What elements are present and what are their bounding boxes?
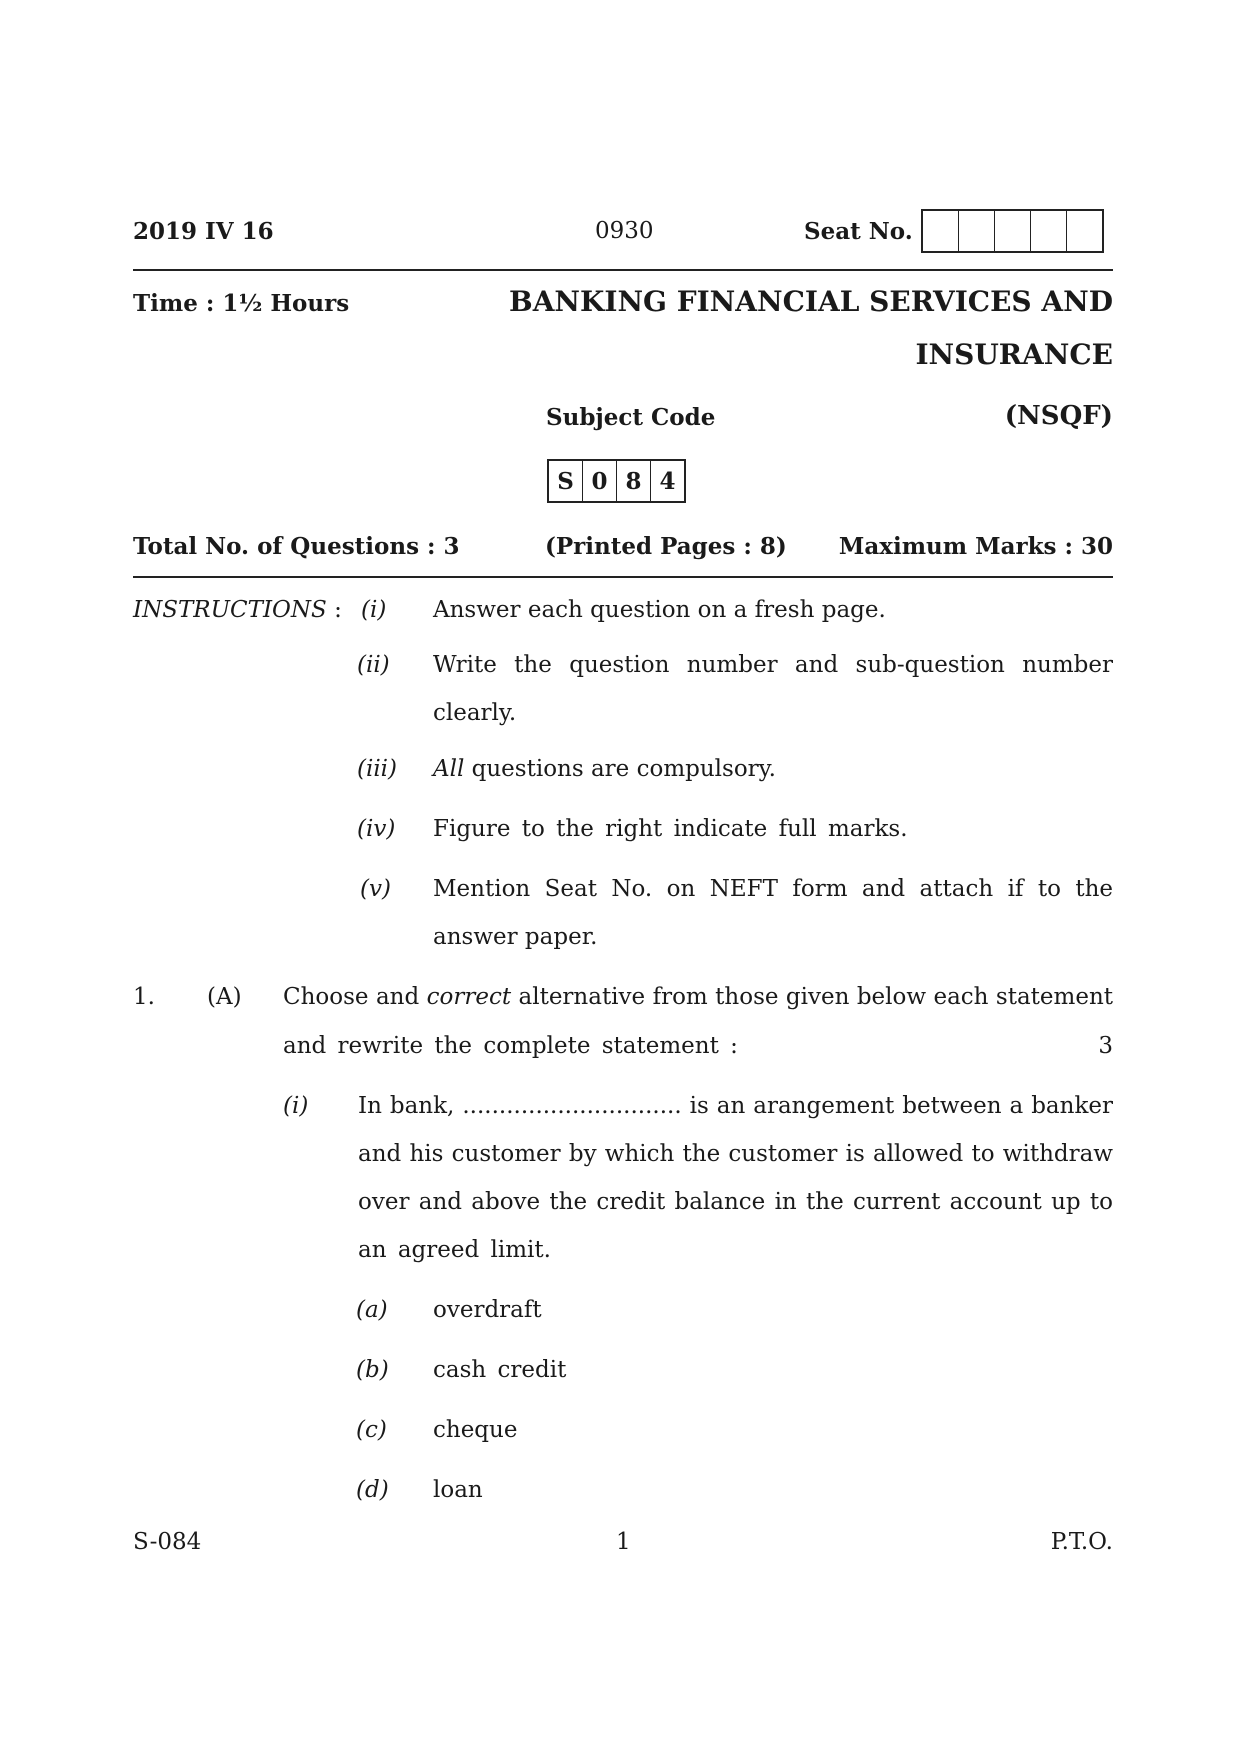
subject-code-label: Subject Code <box>546 404 716 431</box>
footer-code: S-084 <box>133 1529 202 1555</box>
option-text: cheque <box>433 1417 518 1443</box>
instruction-text: Answer each question on a fresh page. <box>433 597 886 623</box>
seat-box[interactable] <box>1066 211 1102 251</box>
option-text: loan <box>433 1477 483 1503</box>
subject-title-line1: BANKING FINANCIAL SERVICES AND <box>509 285 1113 318</box>
maximum-marks: Maximum Marks : 30 <box>838 533 1113 560</box>
nsqf-label: (NSQF) <box>1004 401 1113 431</box>
seat-box[interactable] <box>994 211 1030 251</box>
seat-box[interactable] <box>958 211 994 251</box>
option-label: (b) <box>356 1357 389 1383</box>
option-label: (c) <box>356 1417 387 1443</box>
instruction-number: (iii) <box>357 756 398 782</box>
page-number: 1 <box>616 1529 631 1555</box>
exam-code: 2019 IV 16 <box>133 218 274 245</box>
instruction-text: Figure to the right indicate full marks. <box>433 816 908 842</box>
header-rule-bottom <box>133 576 1113 578</box>
subject-code-boxes <box>547 459 686 503</box>
seat-box[interactable] <box>923 211 958 251</box>
instruction-number: (iv) <box>357 816 396 842</box>
subject-code-char: 8 <box>616 461 650 501</box>
subject-title-line2: INSURANCE <box>915 338 1113 371</box>
subject-code-char: 0 <box>582 461 616 501</box>
question-marks: 3 <box>1098 1033 1113 1059</box>
question-text: and rewrite the complete statement : <box>283 1033 738 1059</box>
instruction-text: Mention Seat No. on NEFT form and attach if to the <box>433 876 1113 902</box>
printed-pages: (Printed Pages : 8) <box>545 533 787 560</box>
instruction-text: Write the question number and sub-question number <box>433 652 1113 678</box>
option-label: (d) <box>356 1477 389 1503</box>
instruction-text: answer paper. <box>433 924 598 950</box>
subject-code-char: 4 <box>650 461 684 501</box>
paper-code: 0930 <box>595 218 654 244</box>
sub-question-text: and his customer by which the customer is allowed to withdraw <box>358 1141 1113 1167</box>
sub-question-text: an agreed limit. <box>358 1237 551 1263</box>
option-text: cash credit <box>433 1357 567 1383</box>
instruction-number: (i) <box>361 597 387 623</box>
please-turn-over: P.T.O. <box>1050 1529 1113 1555</box>
sub-question-text: over and above the credit balance in the current account up to <box>358 1189 1113 1215</box>
sub-question-text: In bank, .............................. is an arangement between a banker <box>358 1093 1113 1119</box>
header-rule-top <box>133 269 1113 271</box>
seat-number-boxes[interactable] <box>921 209 1104 253</box>
exam-time: Time : 1½ Hours <box>133 290 350 317</box>
instruction-number: (ii) <box>357 652 390 678</box>
sub-question-number: (i) <box>283 1093 309 1119</box>
subject-code-char: S <box>557 467 574 495</box>
question-text: Choose and correct alternative from those given below each statement <box>283 984 1114 1010</box>
question-part: (A) <box>207 984 242 1010</box>
instructions-label: INSTRUCTIONS : <box>133 597 342 623</box>
instruction-number: (v) <box>360 876 391 902</box>
seat-label: Seat No. <box>804 218 913 245</box>
question-number: 1. <box>133 984 155 1010</box>
option-label: (a) <box>356 1297 388 1323</box>
instruction-text: clearly. <box>433 700 517 726</box>
option-text: overdraft <box>433 1297 542 1323</box>
seat-box[interactable] <box>1030 211 1066 251</box>
instruction-text: All questions are compulsory. <box>433 756 776 782</box>
total-questions: Total No. of Questions : 3 <box>133 533 460 560</box>
